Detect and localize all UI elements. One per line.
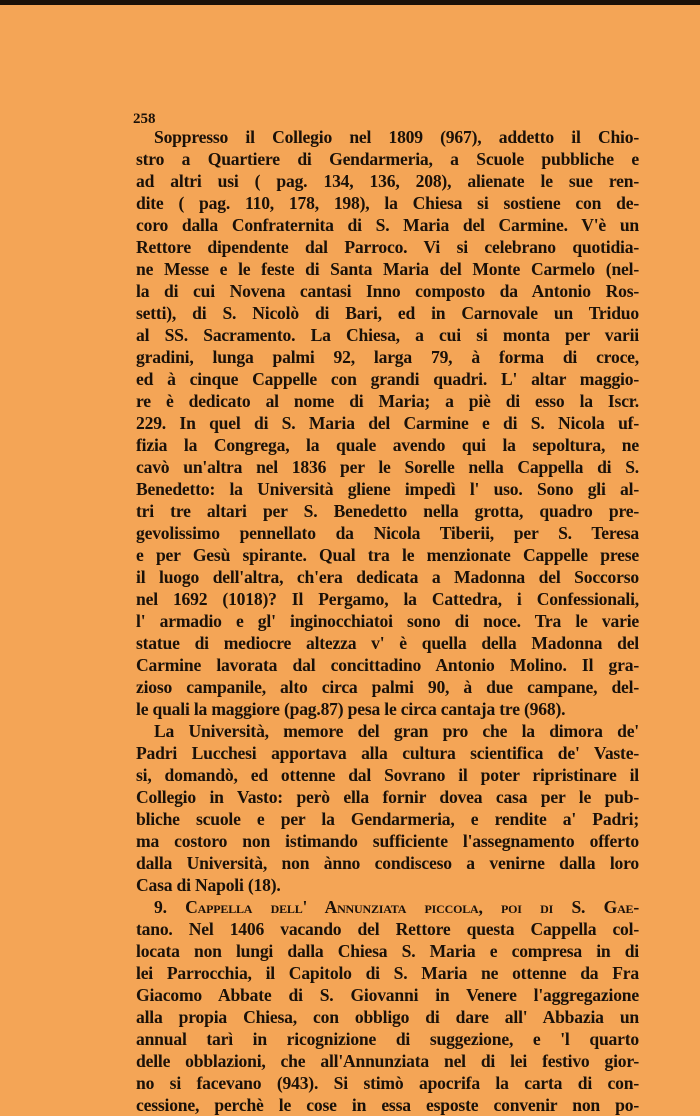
text-line: al SS. Sacramento. La Chiesa, a cui si monta per varii [136,325,639,345]
text-line: la di cui Novena cantasi Inno composto da Antonio Ros- [136,281,639,301]
text-line: gradini, lunga palmi 92, larga 79, à forma di croce, [136,347,639,367]
text-line: Benedetto: la Università gliene impedì l' uso. Sono gli al- [136,479,639,499]
page-number: 258 [133,111,156,127]
text-line: statue di mediocre altezza v' è quella della Madonna del [136,633,639,653]
text-line: dalla Università, non ànno condisceso a venirne dalla loro [136,853,639,873]
top-edge-rule [0,0,700,5]
text-line: coro dalla Confraternita di S. Maria del Carmine. V'è un [136,215,639,235]
text-line: Padri Lucchesi apportava alla cultura scientifica de' Vaste- [136,743,639,763]
text-line: Giacomo Abbate di S. Giovanni in Venere l'aggregazione [136,985,639,1005]
text-line: ma costoro non istimando sufficiente l'assegnamento offerto [136,831,639,851]
text-line: il luogo dell'altra, ch'era dedicata a Madonna del Soccorso [136,567,639,587]
text-line: setti), di S. Nicolò di Bari, ed in Carnovale un Triduo [136,303,639,323]
text-line: Rettore dipendente dal Parroco. Vi si celebrano quotidia- [136,237,639,257]
text-line: dite ( pag. 110, 178, 198), la Chiesa si sostiene con de- [136,193,639,213]
text-line: fizia la Congrega, la quale avendo qui la sepoltura, ne [136,435,639,455]
text-line: lei Parrocchia, il Capitolo di S. Maria ne ottenne da Fra [136,963,639,983]
text-line: nel 1692 (1018)? Il Pergamo, la Cattedra, i Confessionali, [136,589,639,609]
text-line: annual tarì in ricognizione di suggezione, e 'l quarto [136,1029,639,1049]
text-line: tri tre altari per S. Benedetto nella grotta, quadro pre- [136,501,639,521]
text-line: Carmine lavorata dal concittadino Antonio Molino. Il gra- [136,655,639,675]
text-line: tano. Nel 1406 vacando del Rettore questa Cappella col- [136,919,639,939]
text-line: Collegio in Vasto: però ella fornir dovea casa per le pub- [136,787,639,807]
text-line: stro a Quartiere di Gendarmeria, a Scuole pubbliche e [136,149,639,169]
text-line: 229. In quel di S. Maria del Carmine e di S. Nicola uf- [136,413,639,433]
text-line: no si facevano (943). Si stimò apocrifa la carta di con- [136,1073,639,1093]
text-line: locata non lungi dalla Chiesa S. Maria e compresa in di [136,941,639,961]
text-line: delle obblazioni, che all'Annunziata nel di lei festivo gior- [136,1051,639,1071]
text-line: ad altri usi ( pag. 134, 136, 208), alienate le sue ren- [136,171,639,191]
text-line: ed à cinque Cappelle con grandi quadri. L' altar maggio- [136,369,639,389]
text-line: si, domandò, ed ottenne dal Sovrano il poter ripristinare il [136,765,639,785]
text-line: re è dedicato al nome di Maria; a piè di esso la Iscr. [136,391,639,411]
text-line: La Università, memore del gran pro che la dimora de' [154,721,639,741]
text-line: e per Gesù spirante. Qual tra le menzionate Cappelle prese [136,545,639,565]
text-line: Casa di Napoli (18). [136,875,281,895]
text-line: cessione, perchè le cose in essa esposte convenir non po- [136,1095,639,1115]
text-line: cavò un'altra nel 1836 per le Sorelle nella Cappella di S. [136,457,639,477]
text-line: gevolissimo pennellato da Nicola Tiberii, per S. Teresa [136,523,639,543]
text-line: bliche scuole e per la Gendarmeria, e rendite a' Padri; [136,809,639,829]
text-line: zioso campanile, alto circa palmi 90, à due campane, del- [136,677,639,697]
text-line: le quali la maggiore (pag.87) pesa le circa cantaja tre (968). [136,699,566,719]
section-heading-line: 9. Cappella dell' Annunziata piccola, poi di S. Gae- [154,897,639,917]
text-line: Soppresso il Collegio nel 1809 (967), addetto il Chio- [154,127,639,147]
text-line: ne Messe e le feste di Santa Maria del Monte Carmelo (nel- [136,259,639,279]
body-text [136,126,639,1116]
text-line: alla propia Chiesa, con obbligo di dare all' Abbazia un [136,1007,639,1027]
text-line: l' armadio e gl' inginocchiatoi sono di noce. Tra le varie [136,611,639,631]
